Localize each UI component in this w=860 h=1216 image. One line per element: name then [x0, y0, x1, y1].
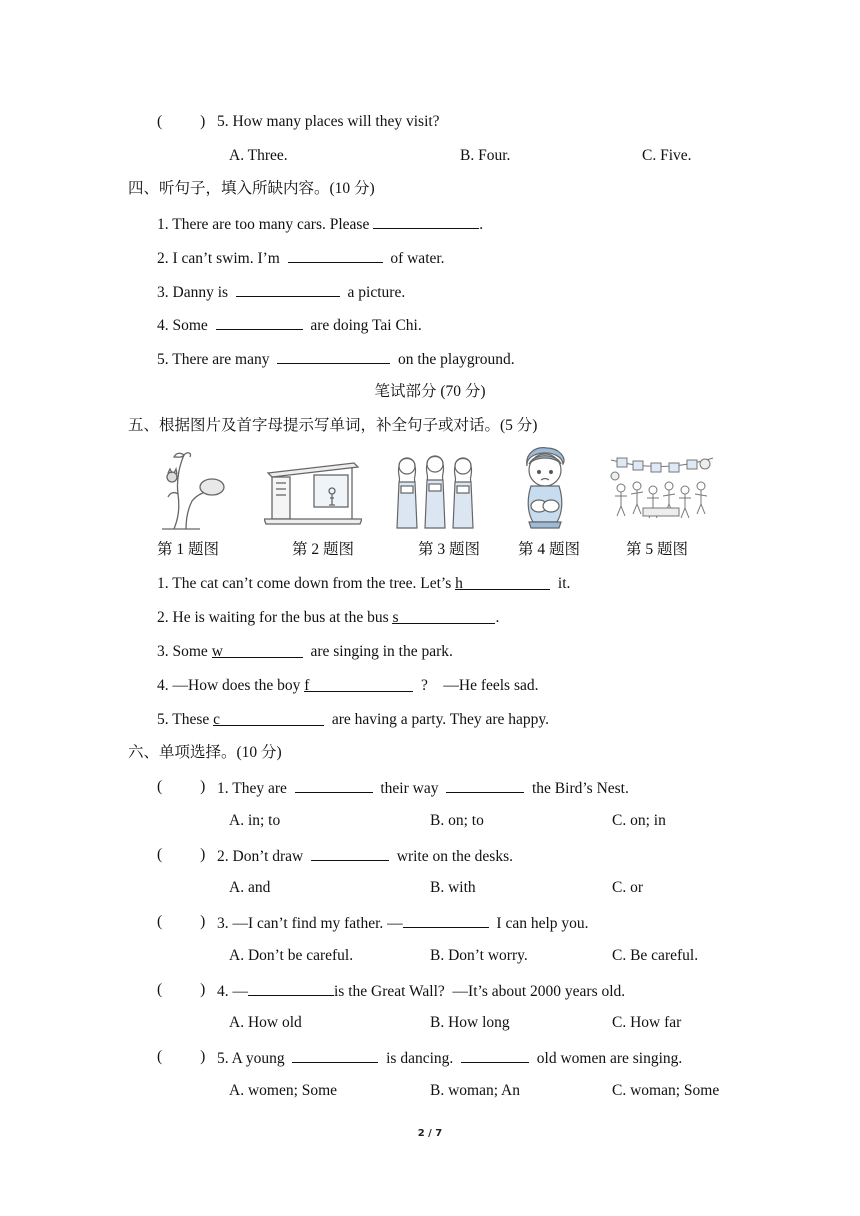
choice-4-option-b: B. How long: [430, 1014, 510, 1031]
choice-1-option-b: B. on; to: [430, 812, 484, 829]
section-6-title: 六、单项选择。(10 分): [128, 744, 282, 761]
choice-2-option-a: A. and: [229, 879, 271, 896]
fill-item-2: 2. I can’t swim. I’m of water.: [157, 247, 445, 269]
choice-4-option-a: A. How old: [229, 1014, 302, 1031]
choice-5-question: 5. A young is dancing. old women are singing.: [217, 1047, 682, 1069]
section-4-title: 四、听句子，填入所缺内容。(10 分): [128, 180, 375, 197]
choice-2-question: 2. Don’t draw write on the desks.: [217, 845, 513, 867]
page-number: 2 / 7: [417, 1128, 443, 1139]
fill-item-1: 1. There are too many cars. Please .: [157, 213, 483, 235]
written-part-title: 笔试部分 (70 分): [374, 383, 486, 400]
choice-2-option-c: C. or: [612, 879, 643, 896]
picture-1-cat-in-tree-icon: [160, 449, 228, 531]
picture-3-women-singing-icon: [393, 452, 477, 530]
fill-item-3: 3. Danny is a picture.: [157, 281, 405, 303]
q3-5-paren: ( ): [157, 113, 206, 130]
picture-1-caption: 第 1 题图: [157, 541, 220, 558]
choice-3-question: 3. —I can’t find my father. — I can help you.: [217, 912, 589, 934]
picture-2-caption: 第 2 题图: [292, 541, 355, 558]
choice-1-option-c: C. on; in: [612, 812, 666, 829]
q3-5-text: 5. How many places will they visit?: [217, 113, 440, 130]
choice-1-option-a: A. in; to: [229, 812, 281, 829]
choice-1-question: 1. They are their way the Bird’s Nest.: [217, 777, 629, 799]
q3-5-option-c: C. Five.: [642, 147, 692, 164]
word-item-2: 2. He is waiting for the bus at the bus s .: [157, 609, 500, 626]
choice-3-option-c: C. Be careful.: [612, 947, 699, 964]
choice-3-option-a: A. Don’t be careful.: [229, 947, 354, 964]
section-5-title: 五、根据图片及首字母提示写单词，补全句子或对话。(5 分): [128, 417, 538, 434]
picture-3-caption: 第 3 题图: [418, 541, 481, 558]
word-item-4: 4. —How does the boy f ? —He feels sad.: [157, 677, 539, 694]
choice-2-option-b: B. with: [430, 879, 476, 896]
picture-4-sad-boy-icon: [521, 446, 569, 530]
choice-1-paren: ( ): [157, 778, 206, 795]
choice-4-option-c: C. How far: [612, 1014, 682, 1031]
picture-4-caption: 第 4 题图: [518, 541, 581, 558]
fill-item-4: 4. Some are doing Tai Chi.: [157, 314, 422, 336]
choice-5-option-a: A. women; Some: [229, 1082, 338, 1099]
choice-4-question: 4. — is the Great Wall? —It’s about 2000 years old.: [217, 980, 625, 1002]
q3-5-option-b: B. Four.: [460, 147, 511, 164]
choice-3-paren: ( ): [157, 913, 206, 930]
choice-3-option-b: B. Don’t worry.: [430, 947, 528, 964]
choice-4-paren: ( ): [157, 981, 206, 998]
word-item-1: 1. The cat can’t come down from the tree. Let’s h it.: [157, 575, 571, 592]
picture-2-bus-stop-icon: [264, 461, 362, 525]
choice-2-paren: ( ): [157, 846, 206, 863]
choice-5-option-c: C. woman; Some: [612, 1082, 720, 1099]
choice-5-option-b: B. woman; An: [430, 1082, 520, 1099]
q3-5-option-a: A. Three.: [229, 147, 288, 164]
picture-5-children-party-icon: [607, 452, 717, 524]
word-item-5: 5. These c are having a party. They are happy.: [157, 711, 550, 728]
fill-item-5: 5. There are many on the playground.: [157, 348, 515, 370]
picture-5-caption: 第 5 题图: [626, 541, 689, 558]
word-item-3: 3. Some w are singing in the park.: [157, 643, 453, 660]
choice-5-paren: ( ): [157, 1048, 206, 1065]
